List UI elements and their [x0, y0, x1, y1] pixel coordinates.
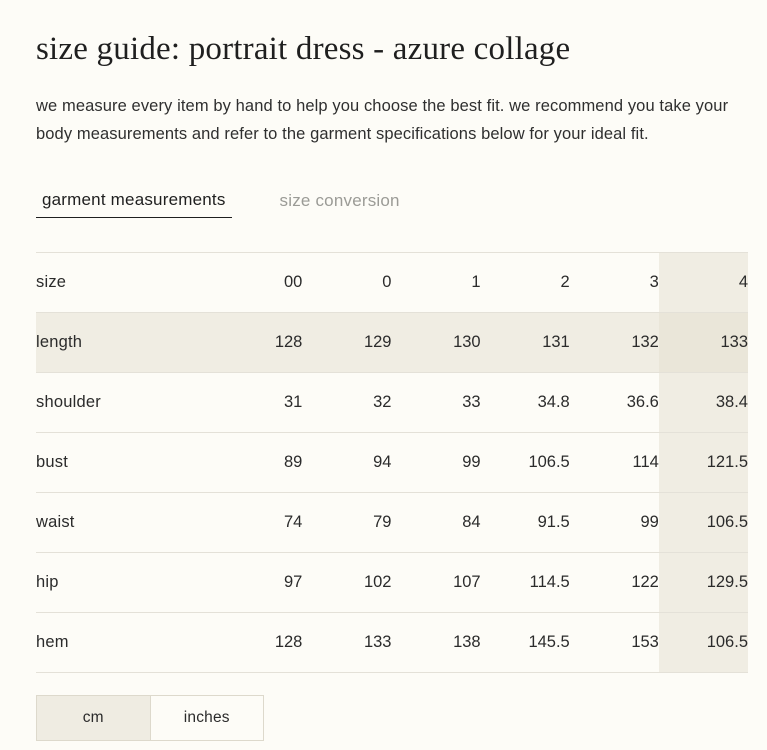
- cell-bust-3: 114: [632, 453, 659, 472]
- row-label-hem: hem: [36, 633, 69, 652]
- table-row: [36, 433, 748, 493]
- cell-waist-1: 84: [462, 513, 481, 532]
- cell-bust-4: 121.5: [659, 433, 748, 493]
- cell-length-0: 129: [302, 313, 391, 373]
- size-header-1: 1: [471, 273, 481, 292]
- table-row: [36, 313, 748, 373]
- size-header-3: 3: [649, 273, 659, 292]
- cell-hem-00: 128: [274, 633, 303, 652]
- size-header-0: 0: [382, 273, 392, 292]
- intro-paragraph: we measure every item by hand to help you choose the best fit. we recommend you take your body measurements and refer to the garment specifications below for your ideal fit.: [36, 96, 729, 144]
- cell-bust-2: 106.5: [528, 453, 570, 472]
- row-label-bust: bust: [36, 453, 68, 472]
- cell-hip-0: 102: [363, 573, 392, 592]
- cell-hem-1: 138: [453, 633, 481, 652]
- cell-hip-00: 97: [284, 573, 303, 592]
- cell-bust-1: 99: [462, 453, 481, 472]
- unit-button-cm[interactable]: cm: [37, 696, 150, 740]
- cell-length-2: 131: [481, 313, 570, 373]
- cell-waist-2: 91.5: [537, 513, 570, 532]
- table-row: [36, 373, 748, 433]
- cell-hem-4: 106.5: [659, 613, 748, 673]
- cell-shoulder-0: 32: [373, 393, 392, 412]
- table-row: [36, 553, 748, 613]
- cell-hem-0: 133: [363, 633, 392, 652]
- measurements-table: [36, 252, 748, 673]
- cell-shoulder-1: 33: [462, 393, 481, 412]
- cell-length-1: 130: [391, 313, 480, 373]
- tab-bar: [36, 189, 745, 218]
- row-label-length: length: [36, 313, 213, 373]
- cell-hem-3: 153: [631, 633, 659, 652]
- tab-size-conversion[interactable]: size conversion: [274, 190, 406, 218]
- cell-waist-4: 106.5: [659, 493, 748, 553]
- cell-hem-2: 145.5: [528, 633, 570, 652]
- cell-shoulder-2: 34.8: [537, 393, 570, 412]
- row-label-hip: hip: [36, 573, 59, 592]
- cell-bust-0: 94: [373, 453, 392, 472]
- table-row: [36, 493, 748, 553]
- tab-garment-measurements[interactable]: garment measurements: [36, 189, 232, 218]
- table-row: [36, 613, 748, 673]
- size-header-2: 2: [560, 273, 570, 292]
- cell-shoulder-3: 36.6: [626, 393, 659, 412]
- table-row-header: [36, 253, 748, 313]
- cell-waist-0: 79: [373, 513, 392, 532]
- cell-length-00: 128: [213, 313, 302, 373]
- cell-waist-3: 99: [640, 513, 659, 532]
- cell-waist-00: 74: [284, 513, 303, 532]
- unit-toggle: [36, 695, 264, 741]
- cell-shoulder-00: 31: [284, 393, 303, 412]
- cell-shoulder-4: 38.4: [659, 373, 748, 433]
- size-header-00: 00: [284, 273, 303, 292]
- cell-hip-1: 107: [453, 573, 481, 592]
- cell-hip-2: 114.5: [529, 573, 570, 592]
- row-label-size: size: [36, 273, 67, 292]
- cell-bust-00: 89: [284, 453, 303, 472]
- page-title: size guide: portrait dress - azure collage: [36, 31, 571, 67]
- cell-length-3: 132: [570, 313, 659, 373]
- cell-hip-3: 122: [631, 573, 659, 592]
- size-header-4: 4: [659, 253, 748, 313]
- row-label-waist: waist: [36, 513, 75, 532]
- cell-hip-4: 129.5: [659, 553, 748, 613]
- cell-length-4: 133: [659, 313, 748, 373]
- unit-button-inches[interactable]: inches: [150, 696, 264, 740]
- row-label-shoulder: shoulder: [36, 393, 101, 412]
